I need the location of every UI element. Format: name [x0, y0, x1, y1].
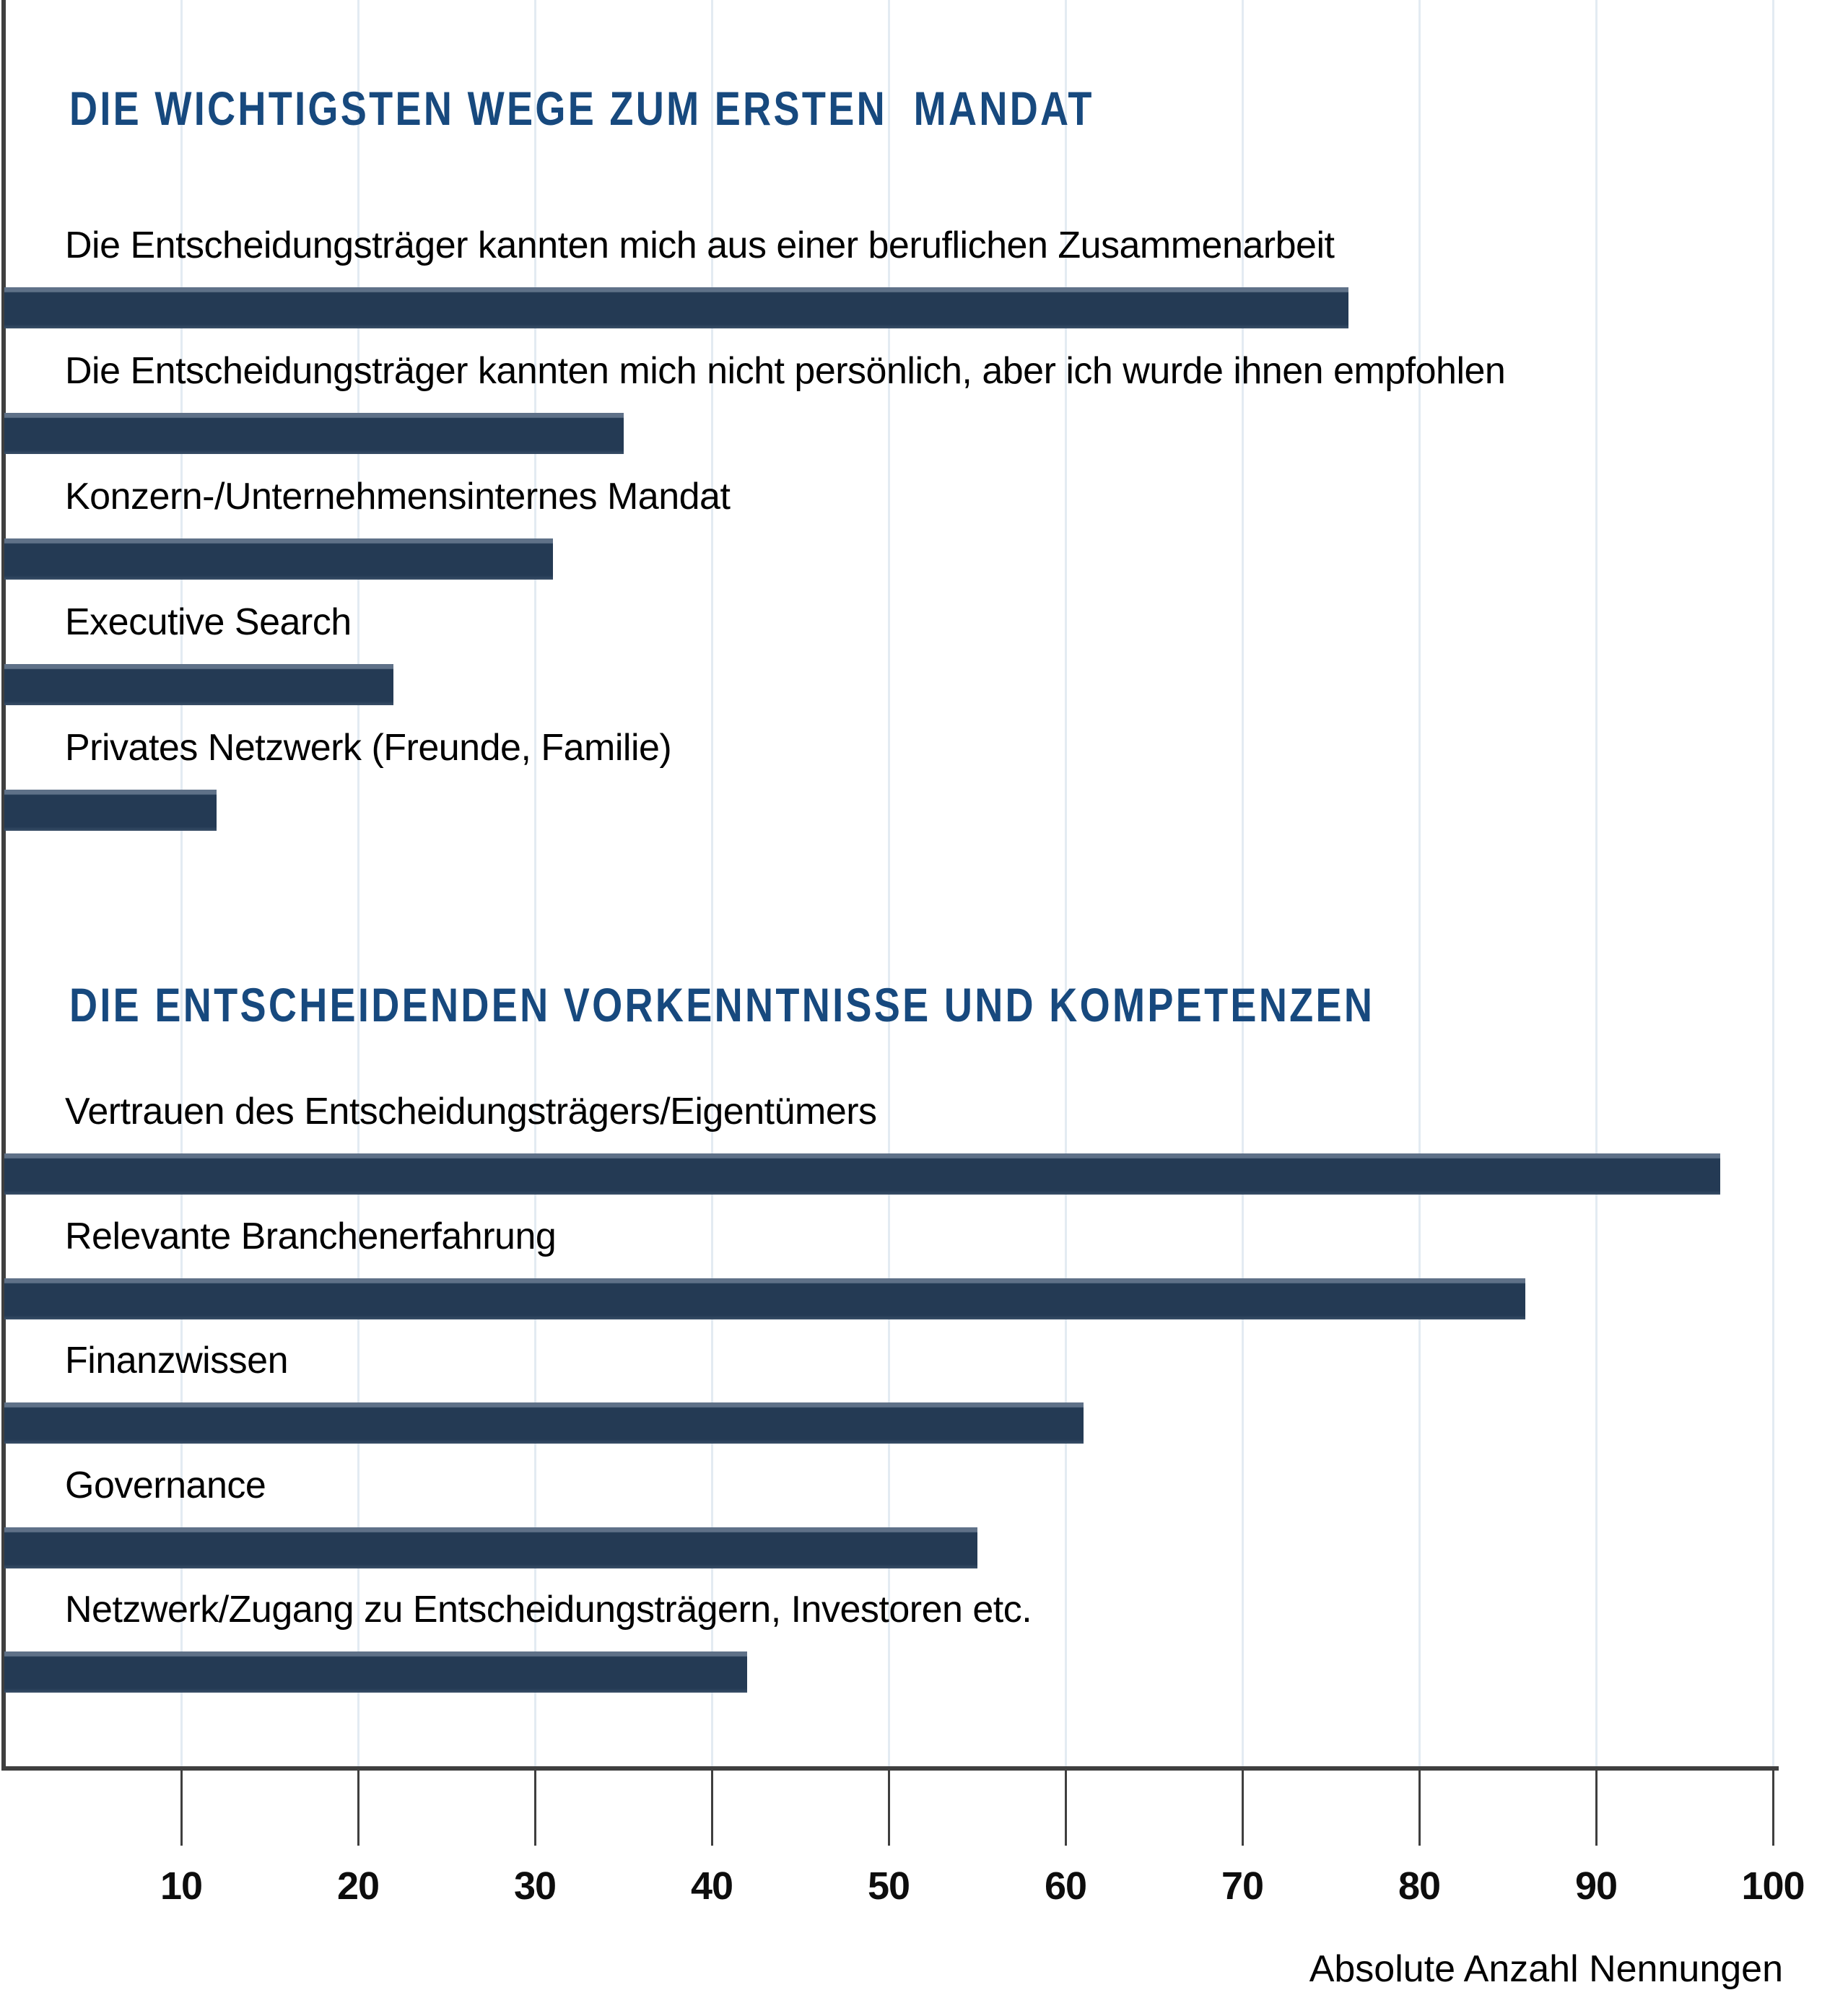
bar	[4, 1402, 1084, 1444]
x-axis-line	[1, 1766, 1779, 1771]
bar	[4, 790, 217, 831]
x-tick-mark	[1418, 1771, 1421, 1846]
bar	[4, 413, 624, 454]
gridline	[1772, 0, 1774, 1771]
x-tick-label: 10	[160, 1864, 203, 1908]
x-tick-label: 20	[336, 1864, 380, 1908]
bar-label: Privates Netzwerk (Freunde, Familie)	[65, 727, 672, 769]
x-axis-title: Absolute Anzahl Nennungen	[1309, 1948, 1783, 1990]
bar-label: Netzwerk/Zugang zu Entscheidungsträgern, Investoren etc.	[65, 1589, 1032, 1631]
y-axis-line	[1, 0, 6, 1771]
bar	[4, 287, 1348, 328]
section-title: DIE ENTSCHEIDENDEN VORKENNTNISSE UND KOMPETENZEN	[69, 978, 1375, 1031]
bar	[4, 1278, 1525, 1319]
bar-label: Finanzwissen	[65, 1340, 289, 1382]
gridline	[1595, 0, 1598, 1771]
x-tick-label: 70	[1221, 1864, 1264, 1908]
section-title: DIE WICHTIGSTEN WEGE ZUM ERSTEN MANDAT	[69, 82, 1094, 135]
gridline	[1418, 0, 1421, 1771]
bar-label: Governance	[65, 1465, 266, 1506]
x-tick-label: 100	[1741, 1864, 1805, 1908]
x-tick-mark	[180, 1771, 183, 1846]
bar	[4, 1527, 977, 1568]
bar-label: Konzern-/Unternehmensinternes Mandat	[65, 476, 731, 518]
bar-label: Die Entscheidungsträger kannten mich nicht persönlich, aber ich wurde ihnen empfohlen	[65, 350, 1506, 392]
x-tick-label: 30	[513, 1864, 557, 1908]
bar	[4, 1651, 747, 1693]
x-tick-mark	[1772, 1771, 1774, 1846]
bar	[4, 664, 393, 705]
bar	[4, 1153, 1720, 1195]
bar-label: Vertrauen des Entscheidungsträgers/Eigentümers	[65, 1091, 877, 1133]
x-tick-label: 90	[1574, 1864, 1618, 1908]
x-tick-mark	[711, 1771, 713, 1846]
x-tick-mark	[534, 1771, 536, 1846]
bar-label: Relevante Branchenerfahrung	[65, 1216, 557, 1257]
x-tick-label: 50	[867, 1864, 910, 1908]
bar-label: Die Entscheidungsträger kannten mich aus einer beruflichen Zusammenarbeit	[65, 224, 1335, 266]
x-tick-mark	[1065, 1771, 1067, 1846]
x-tick-mark	[357, 1771, 359, 1846]
x-tick-mark	[888, 1771, 890, 1846]
bar	[4, 538, 553, 580]
bar-label: Executive Search	[65, 601, 352, 643]
x-tick-mark	[1242, 1771, 1244, 1846]
x-tick-label: 60	[1044, 1864, 1087, 1908]
x-tick-label: 80	[1398, 1864, 1441, 1908]
x-tick-label: 40	[690, 1864, 733, 1908]
x-tick-mark	[1595, 1771, 1598, 1846]
